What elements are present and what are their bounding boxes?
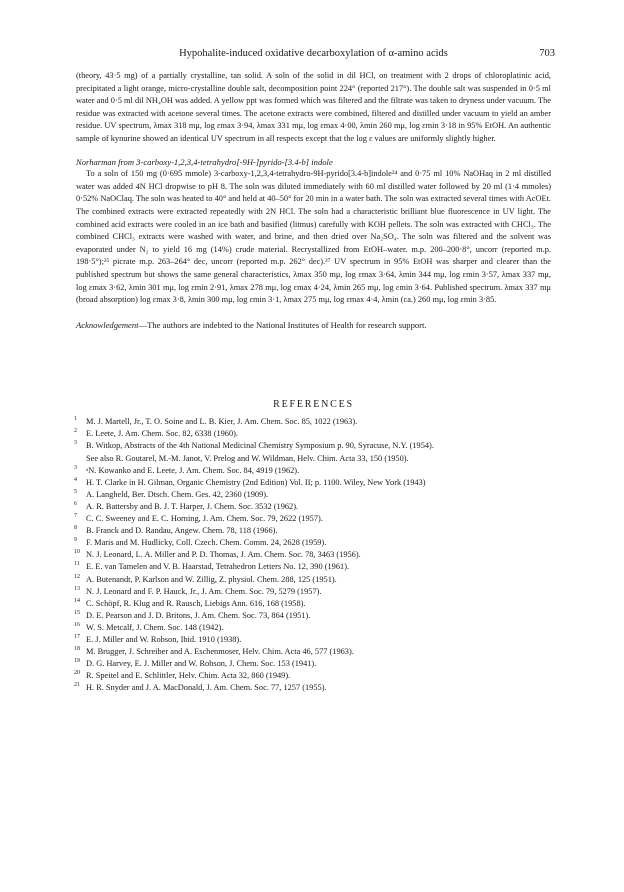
reference-item	[76, 561, 551, 573]
reference-number: 8	[74, 525, 77, 532]
reference-text: D. E. Pearson and J. D. Britons, J. Am. Chem. Soc. 73, 864 (1951).	[86, 610, 311, 620]
reference-item	[76, 489, 551, 501]
reference-number: 3	[74, 464, 77, 471]
reference-item	[76, 658, 551, 670]
reference-item	[76, 670, 551, 682]
reference-item	[76, 622, 551, 634]
reference-number: 5	[74, 488, 77, 495]
paragraph-kynurine-isolation: (theory, 43·5 mg) of a partially crystalline, tan solid. A soln of the solid in dil HCl, on treatment with 2 drops of chloroplatinic acid, precipitated a light orange, micro-crystalline double salt, decomposition point 224° (reported 217°). The double salt was suspended in 0·5 ml water and 0·5 ml dil NH₄OH was added. A yellow ppt was formed which was filtered and the filtrate was taken to dryness under vacuum. The residue was extracted with acetone several times. The acetone extracts were combined, filtered and distilled under vacuum to yield an amber residue. UV spectrum, λmax 318 mμ, log εmax 3·94, λmax 331 mμ, log εmax 4·00, λmin 260 mμ, log εmin 3·18 in 95% EtOH. An authentic sample of kynurine showed an identical UV spectrum in all respects except that the log ε values are uniformly slightly higher.	[76, 71, 551, 143]
section-heading-norharman	[76, 156, 551, 169]
reference-list	[76, 416, 551, 694]
reference-number: 7	[74, 513, 77, 520]
reference-text: M. J. Martell, Jr., T. O. Soine and L. B. Kier, J. Am. Chem. Soc. 85, 1022 (1963).	[86, 417, 358, 427]
reference-item	[76, 682, 551, 694]
reference-text: M. Brugger, J. Schreiber and A. Eschenmoser, Helv. Chim. Acta 46, 577 (1963).	[86, 647, 354, 657]
reference-text: E. Leete, J. Am. Chem. Soc. 82, 6338 (1960).	[86, 429, 239, 439]
reference-text: R. Speitel and E. Schlittler, Helv. Chim. Acta 32, 860 (1949).	[86, 671, 291, 681]
journal-page	[74, 48, 555, 694]
reference-number: 15	[74, 609, 80, 616]
reference-item	[76, 477, 551, 489]
reference-item	[76, 537, 551, 549]
reference-item	[76, 610, 551, 622]
reference-number: 9	[74, 537, 77, 544]
page-header	[76, 48, 555, 70]
reference-text: E. J. Miller and W. Robson, Ibid. 1910 (1938).	[86, 634, 242, 644]
reference-number: 17	[74, 633, 80, 640]
reference-number: 12	[74, 573, 80, 580]
reference-number: 21	[74, 682, 80, 689]
reference-number: 13	[74, 585, 80, 592]
reference-number: 14	[74, 597, 80, 604]
reference-item	[76, 646, 551, 658]
reference-text: N. J. Leonard and F. P. Hauck, Jr., J. Am. Chem. Soc. 79, 5279 (1957).	[86, 586, 322, 596]
reference-text: C. Schöpf, R. Klug and R. Rausch, Liebigs Ann. 616, 168 (1958).	[86, 598, 306, 608]
reference-item	[76, 440, 551, 464]
reference-text: F. Maris and M. Hudlicky, Coll. Czech. Chem. Comm. 24, 2628 (1959).	[86, 538, 327, 548]
reference-item	[76, 598, 551, 610]
reference-number: 11	[74, 561, 80, 568]
reference-number: 20	[74, 670, 80, 677]
reference-text: D. G. Harvey, E. J. Miller and W. Robson, J. Chem. Soc. 153 (1941).	[86, 659, 317, 669]
reference-item	[76, 574, 551, 586]
reference-text: N. J. Leonard, L. A. Miller and P. D. Thomas, J. Am. Chem. Soc. 78, 3463 (1956).	[86, 550, 361, 560]
reference-text: H. R. Snyder and J. A. MacDonald, J. Am. Chem. Soc. 77, 1257 (1955).	[86, 683, 327, 693]
reference-number: 16	[74, 621, 80, 628]
reference-text: E. E. van Tamelen and V. B. Haarstad, Tetrahedron Letters No. 12, 390 (1961).	[86, 562, 350, 572]
reference-text: A. R. Battersby and B. J. T. Harper, J. Chem. Soc. 3532 (1962).	[86, 501, 299, 511]
reference-text: H. T. Clarke in H. Gilman, Organic Chemistry (2nd Edition) Vol. II; p. 1100. Wiley, New York (1943)	[86, 477, 426, 487]
reference-text: A. Langheld, Ber. Dtsch. Chem. Ges. 42, 2360 (1909).	[86, 489, 269, 499]
reference-item	[76, 634, 551, 646]
reference-number: 4	[74, 476, 77, 483]
acknowledgement	[76, 319, 551, 332]
paragraph-norharman-procedure: To a soln of 150 mg (0·695 mmole) 3-carboxy-1,2,3,4-tetrahydro-9H-pyrido[3.4-b]indole²⁴ and 0·75 ml 10% NaOHaq in 2 ml distilled water was added 4N HCl dropwise to pH 8. The soln was diluted immediately with 60 ml distilled water followed by 20 ml (1·4 mmoles) 0·52% NaOClaq. The soln was heated to 40° and held at 40–50° for 20 min in a water bath. The soln was extracted several times with AcOEt. The combined extracts were extracted repeatedly with 2N HCl. The soln had a characteristic brilliant blue fluorescence in UV light. The combined acid extracts were cooled in an ice bath and basified (litmus) carefully with KOH pellets. The soln was extracted with CHCl₃. The combined CHCl₃ extracts were washed with water, and brine, and then dried over Na₂SO₄. The soln was filtered and the solvent was evaporated under N₂ to yield 16 mg (14%) crude material. Recrystallized from EtOH–water. m.p. 200–200·8°, uncorr (reported m.p. 198·5°);²⁵ picrate m.p. 263–264° dec, uncorr (reported m.p. 262° dec).²⁷ UV spectrum in 95% EtOH was sharper and clearer than the published spectrum but shows the same general characteristics, λmax 350 mμ, log εmax 3·64, λmin 344 mμ, log εmin 3·57, λmax 337 mμ, log εmax 3·62, λmin 301 mμ, log εmin 2·91, λmax 278 mμ, log εmax 4·24, λmin 265 mμ, log εmin 3·64. Published spectrum. λmax 337 mμ (broad absorption) log εmax 3·8, λmin 300 mμ, log εmin 3·1, λmax 275 mμ, log εmax 4·4, λmin (ca.) 260 mμ, log εmin 3·85.	[76, 169, 551, 305]
reference-item	[76, 549, 551, 561]
reference-number: 18	[74, 646, 80, 653]
reference-item	[76, 501, 551, 513]
reference-item	[76, 586, 551, 598]
reference-item	[76, 525, 551, 537]
section-heading-text: Norharman from 3-carboxy-1,2,3,4-tetrahydro[-9H-]pyrido-[3.4-b] indole	[76, 156, 333, 167]
reference-text: B. Witkop, Abstracts of the 4th National Medicinal Chemistry Symposium p. 90, Syracuse, N.Y. (1954).	[86, 441, 434, 451]
reference-item	[76, 428, 551, 440]
reference-number: 6	[74, 500, 77, 507]
reference-continuation: See also R. Goutarel, M.-M. Janot, V. Prelog and W. Wildman, Helv. Chim. Acta 33, 150 (1950).	[86, 453, 409, 463]
running-title: Hypohalite-induced oxidative decarboxylation of α-amino acids	[179, 48, 448, 59]
reference-number: 10	[74, 549, 80, 556]
reference-number: 3	[74, 440, 77, 447]
page-number: 703	[539, 48, 555, 59]
reference-text: B. Franck and D. Randau, Angew. Chem. 78, 118 (1966).	[86, 526, 278, 536]
reference-item	[76, 416, 551, 428]
reference-number: 1	[74, 416, 77, 423]
acknowledgement-text: —The authors are indebted to the National Institutes of Health for research support.	[138, 319, 427, 330]
reference-text: W. S. Metcalf, J. Chem. Soc. 148 (1942).	[86, 622, 224, 632]
acknowledgement-label: Acknowledgement	[76, 319, 139, 330]
reference-text: A. Butenandt, P. Karlson and W. Zillig, Z. physiol. Chem. 288, 125 (1951).	[86, 574, 337, 584]
reference-item	[76, 465, 551, 477]
reference-text: ᵃN. Kowanko and E. Leete, J. Am. Chem. Soc. 84, 4919 (1962).	[86, 465, 300, 475]
reference-number: 19	[74, 658, 80, 665]
reference-text: C. C. Sweeney and E. C. Horning, J. Am. Chem. Soc. 79, 2622 (1957).	[86, 514, 323, 524]
reference-item	[76, 513, 551, 525]
reference-number: 2	[74, 428, 77, 435]
references-heading: REFERENCES	[273, 399, 354, 411]
